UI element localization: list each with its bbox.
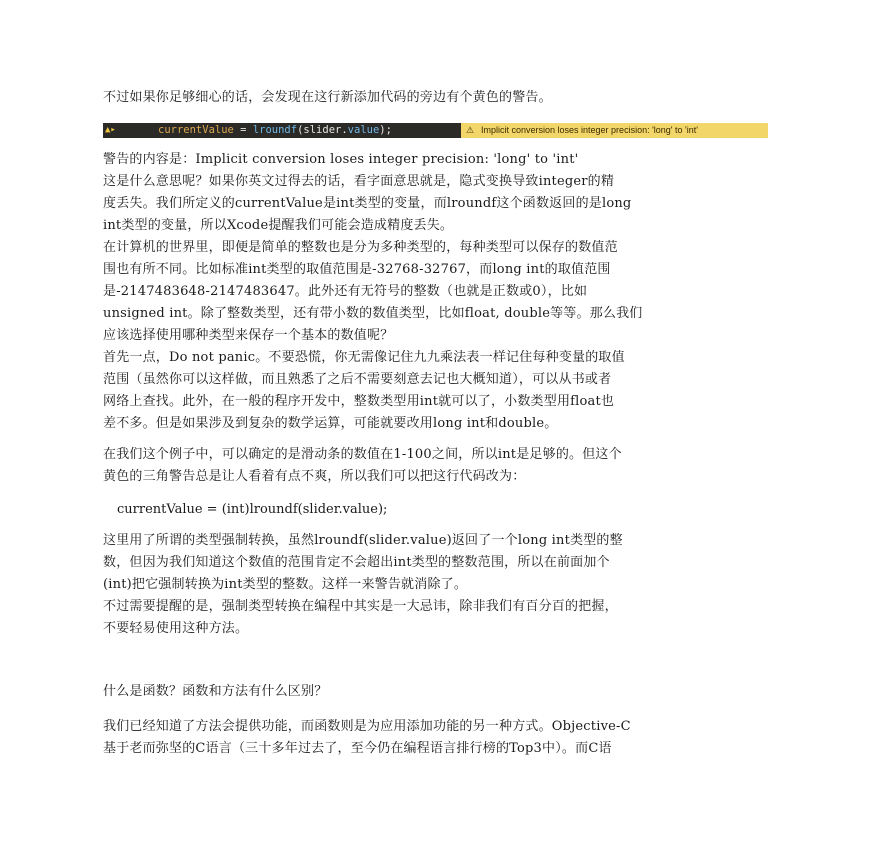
para-line: 差不多。但是如果涉及到复杂的数学运算，可能就要改用long int和double。 bbox=[103, 416, 558, 431]
para-line: 在计算机的世界里，即便是简单的整数也是分为多种类型的，每种类型可以保存的数值范 bbox=[103, 240, 618, 255]
para-line: int类型的变量，所以Xcode提醒我们可能会造成精度丢失。 bbox=[103, 218, 454, 233]
para-line: 这里用了所谓的类型强制转换，虽然lroundf(slider.value)返回了一个long int类型的整 bbox=[103, 533, 623, 548]
para-line: 围也有所不同。比如标准int类型的取值范围是-32768-32767，而long int的取值范围 bbox=[103, 262, 611, 277]
para-line: 网络上查找。此外，在一般的程序开发中，整数类型用int就可以了，小数类型用float也 bbox=[103, 394, 615, 409]
para-line: 不过需要提醒的是，强制类型转换在编程中其实是一大忌讳，除非我们有百分百的把握， bbox=[103, 599, 618, 614]
para-line: 范围（虽然你可以这样做，而且熟悉了之后不需要刻意去记也大概知道），可以从书或者 bbox=[103, 372, 612, 387]
para-line: (int)把它强制转换为int类型的整数。这样一来警告就消除了。 bbox=[103, 577, 468, 592]
code-example: currentValue = (int)lroundf(slider.value); bbox=[117, 502, 388, 517]
warning-message: Implicit conversion loses integer precision: 'long' to 'int' bbox=[481, 125, 698, 135]
para-line: 在我们这个例子中，可以确定的是滑动条的数值在1-100之间，所以int是足够的。但这个 bbox=[103, 447, 622, 462]
intro-paragraph: 不过如果你足够细心的话，会发现在这行新添加代码的旁边有个黄色的警告。 bbox=[103, 90, 552, 105]
para-line: 首先一点，Do not panic。不要恐慌，你无需像记住九九乘法表一样记住每种变量的取值 bbox=[103, 350, 625, 365]
para-line: 数，但因为我们知道这个数值的范围肯定不会超出int类型的整数范围，所以在前面加个 bbox=[103, 555, 610, 570]
para-line: 这是什么意思呢？如果你英文过得去的话，看字面意思就是，隐式变换导致integer的精 bbox=[103, 174, 615, 189]
para-line: 我们已经知道了方法会提供功能，而函数则是为应用添加功能的另一种方式。Objective-C bbox=[103, 719, 631, 734]
warning-triangle-icon: ⚠ bbox=[466, 125, 475, 135]
para-line: 警告的内容是：Implicit conversion loses integer precision: 'long' to 'int' bbox=[103, 152, 579, 167]
para-line: 黄色的三角警告总是让人看着有点不爽，所以我们可以把这行代码改为： bbox=[103, 469, 526, 484]
xcode-code-screenshot bbox=[103, 123, 768, 138]
para-line: unsigned int。除了整数类型，还有带小数的数值类型，比如float, double等等。那么我们 bbox=[103, 306, 643, 321]
code-text: currentValue = lroundf(slider.value); bbox=[158, 124, 392, 136]
para-line: 基于老而弥坚的C语言（三十多年过去了，至今仍在编程语言排行榜的Top3中）。而C语 bbox=[103, 741, 612, 756]
line-warning-marker: ▲▸ bbox=[105, 125, 116, 135]
para-line: 是-2147483648-2147483647。此外还有无符号的整数（也就是正数或0），比如 bbox=[103, 284, 588, 299]
para-line: 度丢失。我们所定义的currentValue是int类型的变量，而lroundf这个函数返回的是long bbox=[103, 196, 632, 211]
para-line: 不要轻易使用这种方法。 bbox=[103, 621, 249, 636]
section-heading: 什么是函数？函数和方法有什么区别？ bbox=[103, 684, 328, 699]
inline-warning-banner bbox=[461, 123, 768, 138]
para-line: 应该选择使用哪种类型来保存一个基本的数值呢？ bbox=[103, 328, 394, 343]
